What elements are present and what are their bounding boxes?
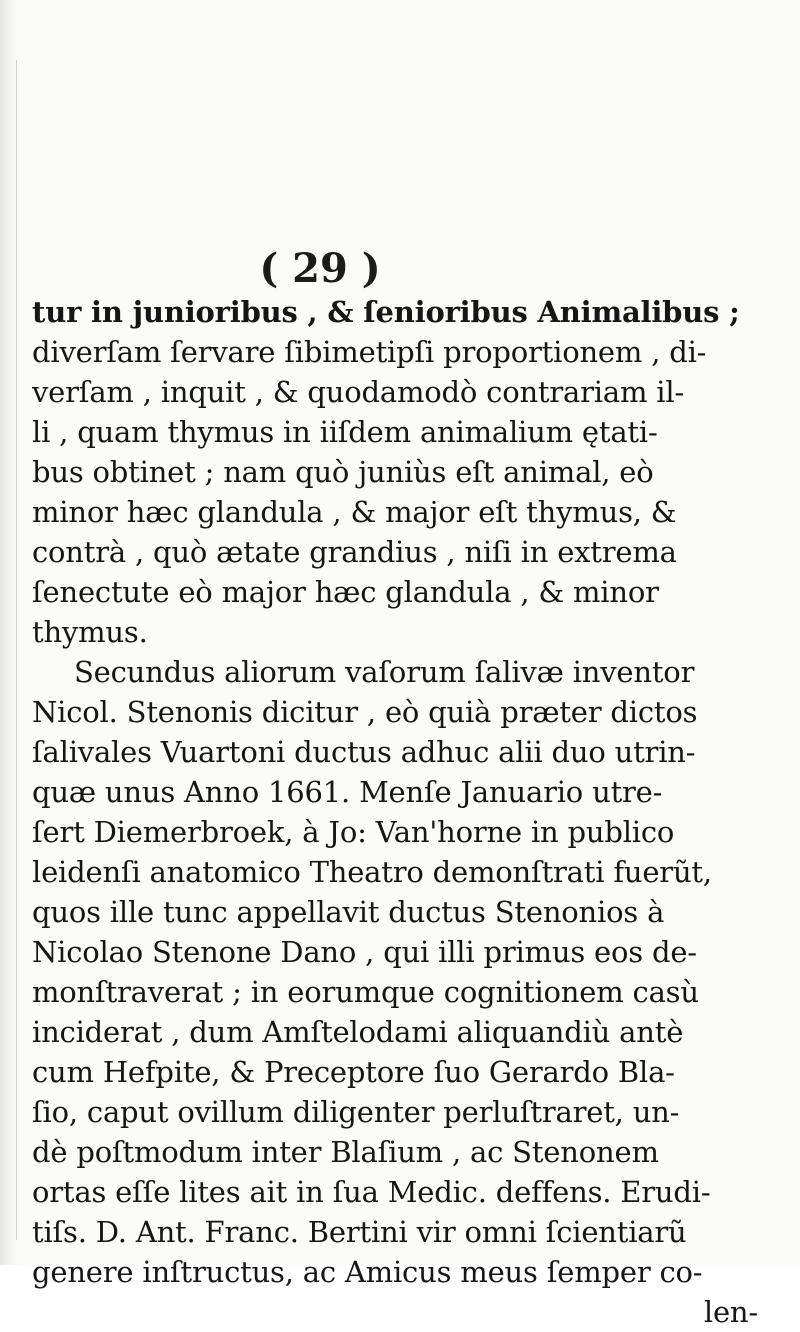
text-line: ſenectute eò major hæc glandula , & minor (32, 575, 659, 609)
text-line: inciderat , dum Amſtelodami aliquandiù antè (32, 1015, 684, 1049)
text-line: minor hæc glandula , & major eſt thymus, & (32, 495, 677, 529)
text-line: cum Hefpite, & Preceptore ſuo Gerardo Bla- (32, 1055, 675, 1089)
text-line: Nicol. Stenonis dicitur , eò quià præter dictos (32, 695, 698, 729)
text-line: li , quam thymus in iiſdem animalium ętati- (32, 415, 658, 449)
text-line: quos ille tunc appellavit ductus Stenonios à (32, 895, 665, 929)
text-line: contrà , quò ætate grandius , niſi in extrema (32, 535, 677, 569)
text-line: bus obtinet ; nam quò juniùs eſt animal, eò (32, 455, 654, 489)
text-line: genere inſtructus, ac Amicus meus ſemper co- (32, 1255, 703, 1289)
text-line: verſam , inquit , & quodamodò contrariam il- (32, 375, 685, 409)
text-line: quæ unus Anno 1661. Menſe Januario utre- (32, 775, 663, 809)
text-line: leidenſi anatomico Theatro demonſtrati fuerũt, (32, 855, 712, 889)
text-line: monſtraverat ; in eorumque cognitionem casù (32, 975, 699, 1009)
text-line: ſio, caput ovillum diligenter perluſtraret, un- (32, 1095, 680, 1129)
gutter-rule (16, 60, 17, 1240)
text-line: dè poſtmodum inter Blaſium , ac Stenonem (32, 1135, 659, 1169)
body-text (32, 292, 792, 1332)
text-line: diverſam ſervare ſibimetipſi proportionem , di- (32, 335, 707, 369)
text-line: Secundus aliorum vaſorum ſalivæ inventor (74, 655, 695, 689)
text-line: ſert Diemerbroek, à Jo: Van'horne in publico (32, 815, 675, 849)
page-number: ( 29 ) (259, 245, 381, 292)
text-line: tur in junioribus , & ſenioribus Animalibus ; (32, 295, 740, 329)
text-line: len- (703, 1295, 758, 1329)
text-line: ortas eſſe lites ait in ſua Medic. deffens. Erudi- (32, 1175, 711, 1209)
text-line: ſalivales Vuartoni ductus adhuc alii duo utrin- (32, 735, 696, 769)
text-line: tiſs. D. Ant. Franc. Bertini vir omni ſcientiarũ (32, 1215, 687, 1249)
text-line: thymus. (32, 615, 148, 649)
text-line: Nicolao Stenone Dano , qui illi primus eos de- (32, 935, 697, 969)
